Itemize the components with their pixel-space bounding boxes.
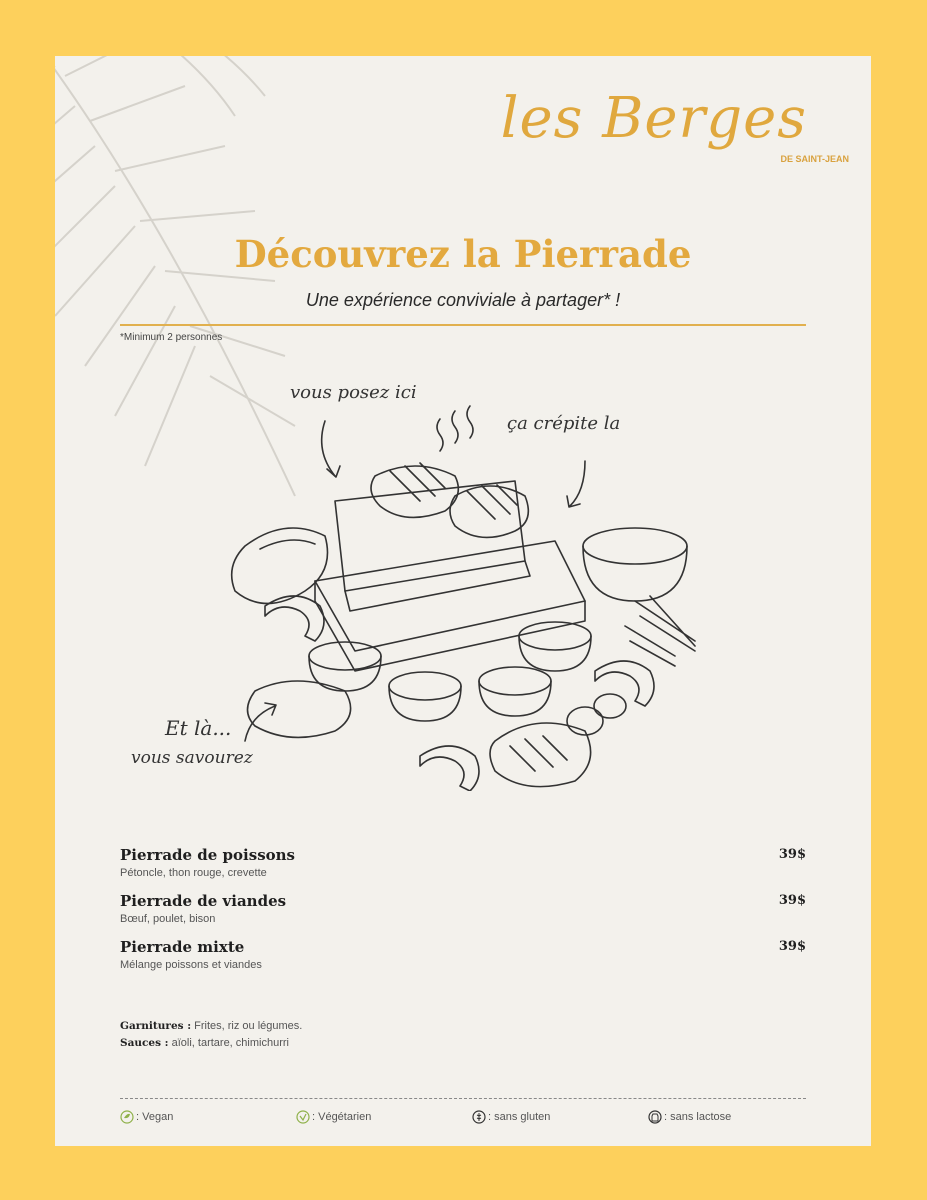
item-description: Bœuf, poulet, bison <box>120 913 216 925</box>
legend-vegetarian <box>296 1110 371 1124</box>
item-name: Pierrade de viandes <box>120 892 287 910</box>
logo <box>500 86 849 176</box>
legend-label: : sans gluten <box>488 1111 551 1123</box>
menu-page <box>55 56 871 1146</box>
minimum-note: *Minimum 2 personnes <box>120 332 223 343</box>
legend-vegan <box>120 1110 173 1124</box>
item-description: Mélange poissons et viandes <box>120 959 262 971</box>
garnitures-text: Frites, riz ou légumes. <box>191 1020 303 1032</box>
page-subtitle: Une expérience conviviale à partager* ! <box>305 290 621 310</box>
title-divider <box>120 324 806 326</box>
logo-subtitle: DE SAINT-JEAN <box>780 154 849 164</box>
item-name: Pierrade mixte <box>120 938 245 956</box>
annotation-et-la: Et là... <box>165 716 232 740</box>
legend-label: : sans lactose <box>664 1111 732 1123</box>
diet-legend <box>120 1110 806 1130</box>
legend-label: : Végétarien <box>312 1111 372 1123</box>
sauces-label: Sauces : <box>120 1037 169 1049</box>
item-description: Pétoncle, thon rouge, crevette <box>120 867 267 879</box>
item-name: Pierrade de poissons <box>120 846 295 864</box>
vegetarian-icon <box>296 1110 310 1124</box>
legend-label: : Vegan <box>136 1111 174 1123</box>
item-price: 39$ <box>778 893 806 908</box>
annotation-posez: vous posez ici <box>290 382 417 403</box>
legend-divider <box>120 1098 806 1099</box>
menu-list <box>120 846 806 984</box>
item-price: 39$ <box>778 847 806 862</box>
annotation-crepite: ça crépite la <box>507 413 621 434</box>
sauces-text: aïoli, tartare, chimichurri <box>168 1037 289 1049</box>
menu-item-mixte <box>120 938 806 984</box>
lactose-free-icon <box>648 1110 662 1124</box>
legend-lactose-free <box>648 1110 731 1124</box>
item-price: 39$ <box>778 939 806 954</box>
garnitures-line <box>120 1018 302 1035</box>
sides-and-sauces <box>120 1018 302 1052</box>
legend-gluten-free <box>472 1110 550 1124</box>
sauces-line <box>120 1035 302 1052</box>
gluten-free-icon <box>472 1110 486 1124</box>
menu-item-poissons <box>120 846 806 892</box>
page-title: Découvrez la Pierrade <box>234 232 692 276</box>
annotation-savourez: vous savourez <box>131 748 253 768</box>
menu-item-viandes <box>120 892 806 938</box>
garnitures-label: Garnitures : <box>120 1020 192 1032</box>
vegan-icon <box>120 1110 134 1124</box>
logo-script: les Berges <box>500 86 807 151</box>
